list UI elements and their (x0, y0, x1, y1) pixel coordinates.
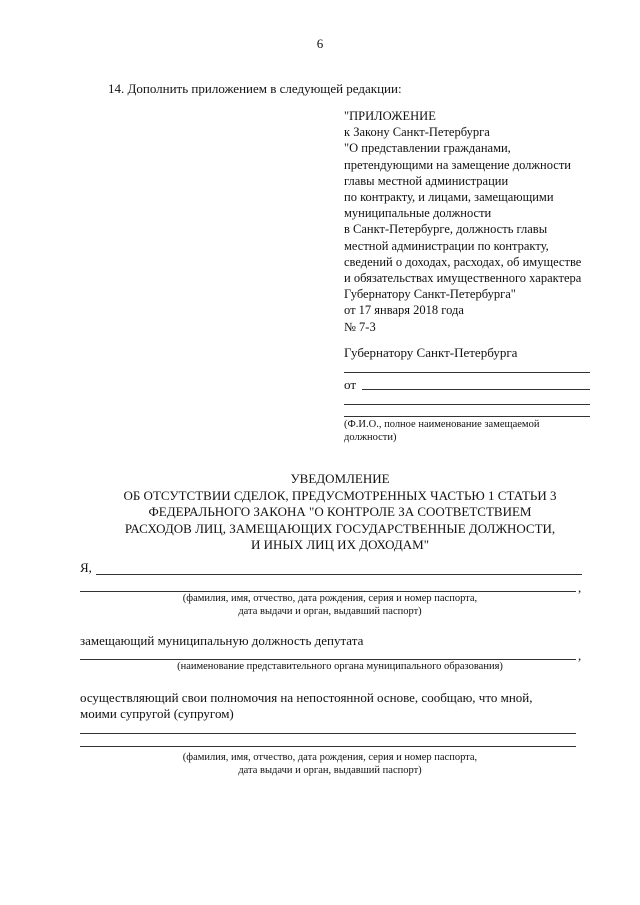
i-label: Я, (80, 560, 92, 575)
title-line: РАСХОДОВ ЛИЦ, ЗАМЕЩАЮЩИХ ГОСУДАРСТВЕННЫЕ ДОЛЖНОСТИ, (124, 520, 556, 536)
statement-line: осуществляющий свои полномочия на непостоянной основе, сообщаю, что мной, (80, 690, 533, 705)
appendix-line: № 7-3 (344, 319, 376, 334)
page-number: 6 (316, 36, 324, 51)
hint-line: должности) (344, 432, 397, 443)
appendix-line: "О представлении гражданами, (344, 141, 511, 156)
statement-line: моими супругой (супругом) (80, 706, 234, 721)
hint-line: дата выдачи и орган, выдавший паспорт) (238, 765, 422, 776)
comma: , (578, 580, 582, 595)
addressee: Губернатору Санкт-Петербурга (344, 345, 518, 360)
appendix-line: претендующими на замещение должности (344, 157, 571, 172)
appendix-line: к Закону Санкт-Петербурга (344, 125, 490, 140)
appendix-line: сведений о доходах, расходах, об имуществе (344, 254, 582, 269)
document-title (80, 471, 600, 554)
title-line: ФЕДЕРАЛЬНОГО ЗАКОНА "О КОНТРОЛЕ ЗА СООТВЕТСТВИЕМ (148, 504, 532, 519)
name-fill-line[interactable] (96, 574, 582, 575)
fill-line (344, 372, 590, 373)
position-text: замещающий муниципальную должность депутата (80, 633, 364, 648)
appendix-line: в Санкт-Петербурге, должность главы (344, 222, 548, 237)
appendix-line: по контракту, и лицами, замещающими (344, 190, 554, 205)
hint-line: (фамилия, имя, отчество, дата рождения, серия и номер паспорта, (182, 593, 478, 604)
appendix-line: от 17 января 2018 года (344, 303, 464, 318)
appendix-line: "ПРИЛОЖЕНИЕ (344, 109, 436, 123)
appendix-line: и обязательствах имущественного характера (344, 271, 582, 286)
title-line: И ИНЫХ ЛИЦ ИХ ДОХОДАМ" (250, 537, 430, 552)
person-hint (140, 592, 520, 618)
spouse-fill-line-2[interactable] (80, 746, 576, 747)
amendment-item-14: 14. Дополнить приложением в следующей редакции: (108, 81, 402, 96)
appendix-header (344, 108, 581, 335)
from-label: от (344, 377, 357, 392)
hint-line: (Ф.И.О., полное наименование замещаемой (344, 419, 540, 430)
statement-text (80, 690, 533, 722)
title-line: ОБ ОТСУТСТВИИ СДЕЛОК, ПРЕДУСМОТРЕННЫХ ЧАСТЬЮ 1 СТАТЬИ 3 (123, 487, 557, 503)
spouse-fill-line[interactable] (80, 733, 576, 734)
from-hint (344, 418, 539, 444)
appendix-line: главы местной администрации (344, 173, 509, 188)
hint-line: дата выдачи и орган, выдавший паспорт) (238, 606, 422, 617)
appendix-line: муниципальные должности (344, 206, 492, 221)
hint-line: (фамилия, имя, отчество, дата рождения, серия и номер паспорта, (182, 752, 478, 763)
from-fill-line-3[interactable] (344, 416, 590, 417)
spouse-hint (140, 751, 520, 777)
title-line: УВЕДОМЛЕНИЕ (290, 471, 390, 486)
body-hint: (наименование представительного органа муниципального образования) (177, 661, 503, 672)
comma: , (578, 648, 582, 663)
from-fill-line[interactable] (362, 389, 590, 390)
from-fill-line-2[interactable] (344, 404, 590, 405)
appendix-line: местной администрации по контракту, (344, 238, 549, 253)
appendix-line: Губернатору Санкт-Петербурга" (344, 287, 516, 302)
